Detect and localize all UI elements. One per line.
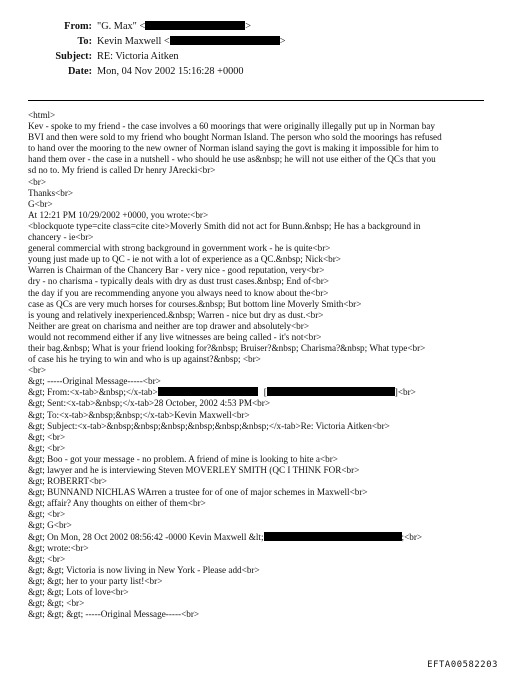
body-line: Neither are great on charisma and neither are top drawer and absolutely<br> (28, 320, 310, 331)
body-line: Kev - spoke to my friend - the case involves a 60 moorings that were originally illegally put up in Norman bay (28, 121, 435, 132)
body-line: to hand over the mooring to the new owner of Norman island saying the govt is making it impossible for him to (28, 143, 439, 154)
from-tail: > (245, 21, 252, 32)
body-line: &gt; &gt; Victoria is now living in New York - Please add<br> (28, 564, 260, 575)
body-line: &gt; &gt; her to your party list!<br> (28, 575, 163, 586)
body-line: chancery - ie<br> (28, 232, 94, 243)
from-name: "G. Max" < (97, 21, 146, 32)
body-line: would not recommend either if any live witnesses are being called - it's not<br> (28, 331, 322, 342)
redaction-bar (264, 532, 402, 541)
to-label: To: (77, 36, 92, 47)
body-line: &gt; Sent:<x-tab>&nbsp;</x-tab>28 October, 2002 4:53 PM<br> (28, 398, 271, 409)
body-line: Thanks<br> (28, 187, 74, 198)
body-line: G<br> (28, 198, 53, 209)
body-line: &gt; &gt; Lots of love<br> (28, 587, 129, 598)
quoted-from-label: &gt; From:<x-tab>&nbsp;</x-tab> (28, 387, 158, 398)
date-label: Date: (67, 66, 92, 77)
body-line: the day if you are recommending anyone you always need to know about the<br> (28, 287, 329, 298)
body-line: &gt; affair? Any thoughts on either of them<br> (28, 498, 206, 509)
body-line: <blockquote type=cite class=cite cite>Moverly Smith did not act for Bunn.&nbsp; He has a background in (28, 220, 421, 231)
body-line: At 12:21 PM 10/29/2002 +0000, you wrote:<br> (28, 209, 209, 220)
body-line: &gt; <br> (28, 553, 66, 564)
redaction-bar (145, 21, 245, 30)
message-body (28, 110, 490, 620)
redaction-bar (267, 387, 395, 396)
quoted-date-tail: ;<br> (401, 531, 423, 542)
body-line: &gt; To:<x-tab>&nbsp;&nbsp;</x-tab>Kevin Maxwell<br> (28, 409, 250, 420)
body-line: <br> (28, 176, 47, 187)
to-tail: > (279, 36, 286, 47)
body-line: &gt; G<br> (28, 520, 72, 531)
redaction-bar (158, 387, 258, 396)
body-line: &gt; lawyer and he is interviewing Steven MOVERLEY SMITH (QC I THINK FOR<br> (28, 465, 360, 475)
quoted-from-bracket: [ (263, 387, 267, 398)
body-line: <html> (28, 110, 56, 120)
to-value (97, 36, 286, 48)
body-line: of case his he trying to win and who is up against?&nbsp; <br> (28, 354, 261, 365)
bates-number: EFTA00582203 (427, 660, 498, 670)
to-name: Kevin Maxwell < (97, 36, 170, 47)
body-line: &gt; Subject:<x-tab>&nbsp;&nbsp;&nbsp;&nbsp;&nbsp;&nbsp;</x-tab>Re: Victoria Aitken<br> (28, 420, 390, 431)
body-line: &gt; ROBERRT<br> (28, 476, 107, 487)
subject-label: Subject: (55, 51, 92, 62)
from-value (97, 21, 251, 33)
body-line: is young and relatively inexperienced.&nbsp; Warren - nice but dry as dust.<br> (28, 309, 324, 320)
body-line: &gt; BUNNAND NICHLAS WArren a trustee for of one of major schemes in Maxwell<br> (28, 487, 368, 498)
body-line: young just made up to QC - ie not with a lot of experience as a QC.&nbsp; Nick<br> (28, 254, 341, 265)
body-line: Warren is Chairman of the Chancery Bar - very nice - good reputation, very<br> (28, 265, 325, 276)
date-value: Mon, 04 Nov 2002 15:16:28 +0000 (97, 66, 244, 77)
quoted-date-line: &gt; On Mon, 28 Oct 2002 08:56:42 -0000 Kevin Maxwell &lt; (28, 531, 264, 542)
quoted-from-tail: ]<br> (394, 387, 416, 398)
body-line: their bag.&nbsp; What is your friend looking for?&nbsp; Bruiser?&nbsp; Charisma?&nbsp; What type<br> (28, 342, 426, 353)
body-line: &gt; <br> (28, 431, 66, 442)
body-line: &gt; &gt; <br> (28, 598, 85, 609)
body-line: &gt; <br> (28, 442, 66, 453)
body-line: sd no to. My friend is called Dr henry JArecki<br> (28, 165, 216, 176)
from-label: From: (64, 21, 92, 32)
body-line: dry - no charisma - typically deals with dry as dust trust cases.&nbsp; End of<br> (28, 276, 329, 287)
body-line (28, 532, 490, 543)
header-divider (28, 100, 484, 101)
body-line: hand them over - the case in a nutshell - who should he use as&nbsp; he will not use either of the QCs that you (28, 154, 436, 165)
body-line: general commercial with strong background in government work - he is quite<br> (28, 243, 331, 254)
body-line (28, 387, 490, 398)
body-line: &gt; -----Original Message-----<br> (28, 376, 161, 387)
body-line: &gt; <br> (28, 509, 66, 520)
body-line: BVI and then were sold to my friend who bought Norman Island. The person who sold the moorings has refused (28, 132, 442, 143)
body-line: &gt; wrote:<br> (28, 542, 89, 553)
body-line: &gt; Boo - got your message - no problem. A friend of mine is looking to hite a<br> (28, 453, 338, 464)
body-line: case as QCs are very much horses for courses.&nbsp; But bottom line Moverly Smith<br> (28, 298, 362, 309)
subject-value: RE: Victoria Aitken (97, 51, 179, 62)
body-line: <br> (28, 365, 47, 376)
body-line: &gt; &gt; &gt; -----Original Message-----<br> (28, 609, 200, 620)
redaction-bar (170, 36, 280, 45)
